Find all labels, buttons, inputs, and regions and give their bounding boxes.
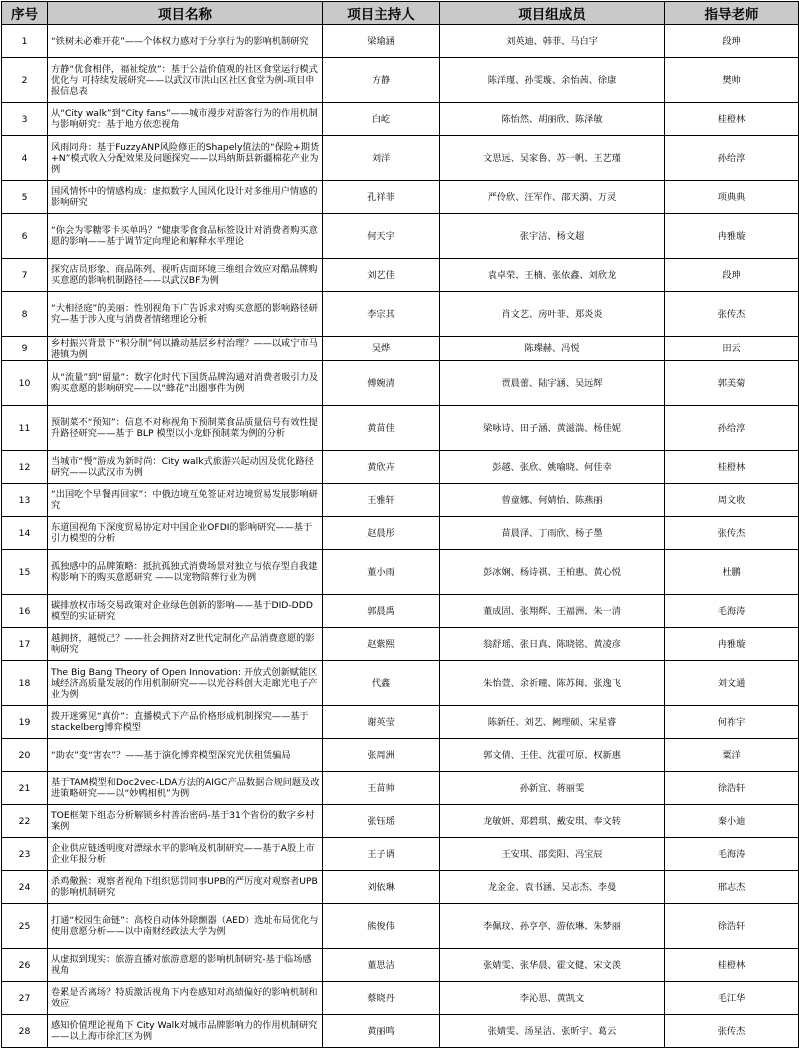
cell-advisor: 桂橙林	[665, 949, 799, 982]
cell-title: 打通“校园生命链”：高校自动体外除颤器（AED）选址布局优化与使用意愿分析——以中南财经政法大学为例	[48, 904, 323, 949]
cell-advisor: 郭美菊	[665, 361, 799, 406]
cell-advisor: 冉雅璇	[665, 214, 799, 259]
cell-title: 基于TAM模型和Doc2vec-LDA方法的AIGC产品数据合规问题及改进策略研究——以“妙鸭相机”为例	[48, 772, 323, 805]
cell-members: 王安琪、邵奕阳、冯宝辰	[440, 838, 665, 871]
cell-no: 3	[2, 103, 48, 136]
cell-advisor: 邢志杰	[665, 871, 799, 904]
cell-no: 6	[2, 214, 48, 259]
header-row	[2, 2, 799, 25]
cell-members: 梁咏诗、田子涵、黄滋湍、杨佳妮	[440, 406, 665, 451]
cell-advisor: 刘文通	[665, 661, 799, 706]
cell-host: 梁瑜涵	[323, 25, 440, 58]
cell-host: 张钰瑶	[323, 805, 440, 838]
cell-no: 5	[2, 181, 48, 214]
cell-host: 赵紫熙	[323, 628, 440, 661]
cell-no: 11	[2, 406, 48, 451]
table-row	[2, 259, 799, 292]
cell-no: 26	[2, 949, 48, 982]
table-row	[2, 805, 799, 838]
cell-host: 吴烨	[323, 337, 440, 361]
cell-advisor: 粟洋	[665, 739, 799, 772]
header-advisor: 指导老师	[665, 2, 799, 25]
cell-host: 黄欣卉	[323, 451, 440, 484]
cell-title: “出国吃个早餐再回家”：中俄边境互免签证对边境贸易发展影响研究	[48, 484, 323, 517]
cell-advisor: 桂橙林	[665, 451, 799, 484]
cell-no: 14	[2, 517, 48, 550]
cell-advisor: 孙给淳	[665, 136, 799, 181]
cell-advisor: 徐浩轩	[665, 904, 799, 949]
table-row	[2, 292, 799, 337]
cell-members: 肖文艺、房叶菲、郑炎炎	[440, 292, 665, 337]
cell-no: 20	[2, 739, 48, 772]
cell-members: 贾晨蕾、陆宇涵、吴远辉	[440, 361, 665, 406]
table-row	[2, 214, 799, 259]
table-row	[2, 361, 799, 406]
table-row	[2, 772, 799, 805]
cell-title: 从“City walk”到“City fans”——城市漫步对游客行为的作用机制与影响研究：基于地方依恋视角	[48, 103, 323, 136]
cell-host: 刘艺佳	[323, 259, 440, 292]
cell-no: 1	[2, 25, 48, 58]
cell-advisor: 何祚宇	[665, 706, 799, 739]
cell-no: 7	[2, 259, 48, 292]
cell-members: 郭文倩、王佳、沈霍可原、权新惠	[440, 739, 665, 772]
cell-title: 从“流量”到“留量”：数字化时代下国货品牌沟通对消费者吸引力及购买意愿的影响研究——以“蜂花”出圈事件为例	[48, 361, 323, 406]
cell-host: 赵晨彤	[323, 517, 440, 550]
table-row	[2, 904, 799, 949]
header-members: 项目组成员	[440, 2, 665, 25]
cell-members: 陈怡然、胡丽欣、陈泽敏	[440, 103, 665, 136]
cell-members: 彭越、张欣、姚喻晓、何佳幸	[440, 451, 665, 484]
header-title: 项目名称	[48, 2, 323, 25]
cell-title: “助农”变“害农”？——基于演化博弈模型深究光伏租赁骗局	[48, 739, 323, 772]
table-row	[2, 628, 799, 661]
cell-title: 从虚拟到现实：旅游直播对旅游意愿的影响机制研究-基于临场感视角	[48, 949, 323, 982]
cell-members: 陈璨赫、冯悦	[440, 337, 665, 361]
cell-host: 谢英莹	[323, 706, 440, 739]
cell-no: 27	[2, 982, 48, 1015]
cell-members: 严伶欣、汪军作、邵天漪、万灵	[440, 181, 665, 214]
cell-title: 企业供应链透明度对漂绿水平的影响及机制研究——基于A股上市企业年报分析	[48, 838, 323, 871]
cell-members: 龙金金、袁书涵、吴志杰、李曼	[440, 871, 665, 904]
cell-title: 碳排放权市场交易政策对企业绿色创新的影响——基于DID-DDD模型的实证研究	[48, 595, 323, 628]
cell-host: 代鑫	[323, 661, 440, 706]
cell-host: 王苗帅	[323, 772, 440, 805]
cell-advisor: 张传杰	[665, 517, 799, 550]
table-row	[2, 661, 799, 706]
cell-no: 19	[2, 706, 48, 739]
cell-no: 28	[2, 1015, 48, 1048]
cell-no: 15	[2, 550, 48, 595]
cell-advisor: 徐浩轩	[665, 772, 799, 805]
cell-no: 25	[2, 904, 48, 949]
cell-members: 朱怡萱、余祈曈、陈苏闽、张逸飞	[440, 661, 665, 706]
cell-advisor: 周文收	[665, 484, 799, 517]
cell-host: 李宗其	[323, 292, 440, 337]
cell-members: 苗晨泽、丁雨欣、杨子墨	[440, 517, 665, 550]
table-header	[2, 2, 799, 25]
cell-advisor: 项典典	[665, 181, 799, 214]
cell-host: 董小雨	[323, 550, 440, 595]
cell-members: 李佩玟、孙亨亭、游依琳、朱梦丽	[440, 904, 665, 949]
cell-host: 黄苗佳	[323, 406, 440, 451]
cell-members: 张婧雯、汤星洁、张昕宇、葛云	[440, 1015, 665, 1048]
cell-no: 2	[2, 58, 48, 103]
cell-title: 卷累是否离场？特质激活视角下内卷感知对高绩偏好的影响机制和效应	[48, 982, 323, 1015]
cell-title: “大相径庭”的美丽：性别视角下广告诉求对购买意愿的影响路径研究—基于涉入度与消费者情绪理论分析	[48, 292, 323, 337]
table-row	[2, 739, 799, 772]
cell-members: 张宇洁、杨文超	[440, 214, 665, 259]
cell-members: 董成固、张翔辉、王福洲、朱一清	[440, 595, 665, 628]
cell-host: 孔祥菲	[323, 181, 440, 214]
cell-no: 9	[2, 337, 48, 361]
cell-advisor: 孙给淳	[665, 406, 799, 451]
cell-host: 董思洁	[323, 949, 440, 982]
header-host: 项目主持人	[323, 2, 440, 25]
table-row	[2, 517, 799, 550]
cell-advisor: 张传杰	[665, 292, 799, 337]
cell-host: 郭晨禹	[323, 595, 440, 628]
cell-no: 8	[2, 292, 48, 337]
cell-members: 孙新宜、蒋丽雯	[440, 772, 665, 805]
header-no: 序号	[2, 2, 48, 25]
cell-title: 当城市“慢”游成为新时尚：City walk式旅游兴起动因及优化路径研究——以武汉市为例	[48, 451, 323, 484]
table-row	[2, 1015, 799, 1048]
table-row	[2, 103, 799, 136]
cell-title: 拨开迷雾见“真价”：直播模式下产品价格形成机制探究——基于stackelberg博弈模型	[48, 706, 323, 739]
cell-host: 黄丽鸣	[323, 1015, 440, 1048]
cell-advisor: 毛海涛	[665, 838, 799, 871]
table-row	[2, 871, 799, 904]
cell-title: 感知价值理论视角下 City Walk对城市品牌影响力的作用机制研究 ——以上海市徐汇区为例	[48, 1015, 323, 1048]
cell-no: 21	[2, 772, 48, 805]
cell-members: 李沁思、黄凯文	[440, 982, 665, 1015]
table-row	[2, 337, 799, 361]
table-row	[2, 136, 799, 181]
cell-no: 22	[2, 805, 48, 838]
table-row	[2, 595, 799, 628]
cell-host: 王雅轩	[323, 484, 440, 517]
cell-title: 探究店员形象、商品陈列、视听店面环境三维组合效应对酷品牌购买意愿的影响机制路径——以武汉BF为例	[48, 259, 323, 292]
cell-members: 张婧雯、张华晨、霍文健、宋文羡	[440, 949, 665, 982]
cell-advisor: 毛江华	[665, 982, 799, 1015]
cell-advisor: 桂橙林	[665, 103, 799, 136]
table-row	[2, 451, 799, 484]
table-row	[2, 982, 799, 1015]
table-row	[2, 484, 799, 517]
cell-host: 王子谞	[323, 838, 440, 871]
cell-title: 越拥挤，越悦己？——社会拥挤对Z世代定制化产品消费意愿的影响研究	[48, 628, 323, 661]
cell-title: 风雨同舟：基于FuzzyANP风险修正的Shapely值法的“保险+期货+N”模式收入分配效果及问题探究——以玛纳斯县新疆棉花产业为例	[48, 136, 323, 181]
table-row	[2, 58, 799, 103]
cell-no: 4	[2, 136, 48, 181]
cell-no: 13	[2, 484, 48, 517]
cell-advisor: 杜鹏	[665, 550, 799, 595]
cell-title: “铁树未必难开花”——个体权力感对于分享行为的影响机制研究	[48, 25, 323, 58]
cell-members: 袁卓荣、王楠、张依鑫、刘欣龙	[440, 259, 665, 292]
table-row	[2, 949, 799, 982]
cell-host: 方静	[323, 58, 440, 103]
cell-no: 17	[2, 628, 48, 661]
cell-members: 彭冰娴、杨诗祺、王柏惠、黄心悦	[440, 550, 665, 595]
cell-members: 龙敏妍、郑碧琪、戴安琪、奉文转	[440, 805, 665, 838]
cell-members: 刘英迪、韩菲、马白宇	[440, 25, 665, 58]
cell-advisor: 冉雅璇	[665, 628, 799, 661]
cell-title: 乡村振兴背景下“积分制”何以撬动基层乡村治理？——以咸宁市马港镇为例	[48, 337, 323, 361]
cell-no: 24	[2, 871, 48, 904]
cell-title: The Big Bang Theory of Open Innovation: 开放式创新赋能区域经济高质量发展的作用机制研究——以光谷科创大走廊光电子产业为例	[48, 661, 323, 706]
cell-advisor: 张传杰	[665, 1015, 799, 1048]
cell-advisor: 樊帅	[665, 58, 799, 103]
cell-advisor: 田云	[665, 337, 799, 361]
cell-no: 18	[2, 661, 48, 706]
cell-no: 16	[2, 595, 48, 628]
cell-host: 张周洲	[323, 739, 440, 772]
cell-no: 23	[2, 838, 48, 871]
cell-advisor: 段珅	[665, 25, 799, 58]
cell-title: “你会为零糖零卡买单吗？”健康零食食品标签设计对消费者购买意愿的影响——基于调节定向理论和解释水平理论	[48, 214, 323, 259]
cell-members: 陈洋瑾、孙雯璇、余怡茜、徐康	[440, 58, 665, 103]
cell-host: 蔡晓丹	[323, 982, 440, 1015]
cell-no: 10	[2, 361, 48, 406]
table-row	[2, 550, 799, 595]
table-row	[2, 25, 799, 58]
cell-title: 方静“优食相伴，福祉绽放”：基于公益价值观的社区食堂运行模式优化与 可持续发展研究——以武汉市洪山区社区食堂为例-项目申报信息表	[48, 58, 323, 103]
cell-title: TOE框架下组态分析解锁乡村善治密码-基于31个省份的数字乡村案例	[48, 805, 323, 838]
cell-no: 12	[2, 451, 48, 484]
cell-members: 曾童娜、何婧怡、陈燕丽	[440, 484, 665, 517]
cell-host: 熊俊伟	[323, 904, 440, 949]
cell-advisor: 秦小迪	[665, 805, 799, 838]
cell-members: 文思远、吴家鲁、苏一帆、王艺瑾	[440, 136, 665, 181]
cell-members: 翁舒瑶、张日真、陈晓铭、黄凌彦	[440, 628, 665, 661]
projects-table	[1, 1, 799, 1048]
cell-advisor: 段珅	[665, 259, 799, 292]
table-row	[2, 706, 799, 739]
cell-host: 刘依琳	[323, 871, 440, 904]
cell-host: 白屹	[323, 103, 440, 136]
cell-title: 孤独感中的品牌策略：抵抗孤独式消费场景对独立与依存型自我建构影响下的购买意愿研究 ——以宠物陪葬行业为例	[48, 550, 323, 595]
cell-title: 国风情怀中的情感构成：虚拟数字人国风化设计对多维用户情感的影响研究	[48, 181, 323, 214]
cell-members: 陈新任、刘艺、阙理硕、宋星睿	[440, 706, 665, 739]
cell-host: 刘洋	[323, 136, 440, 181]
cell-advisor: 毛海涛	[665, 595, 799, 628]
table-row	[2, 406, 799, 451]
table-body	[2, 25, 799, 1048]
cell-title: 杀鸡儆猴：观察者视角下组织惩罚同事UPB的严厉度对观察者UPB的影响机制研究	[48, 871, 323, 904]
cell-host: 何天宇	[323, 214, 440, 259]
cell-host: 傅婉清	[323, 361, 440, 406]
cell-title: 预制菜不“预知”：信息不对称视角下预制菜食品质量信号有效性提升路径研究——基于 BLP 模型以小龙虾预制菜为例的分析	[48, 406, 323, 451]
cell-title: 东道国视角下深度贸易协定对中国企业OFDI的影响研究——基于引力模型的分析	[48, 517, 323, 550]
table-row	[2, 181, 799, 214]
table-row	[2, 838, 799, 871]
